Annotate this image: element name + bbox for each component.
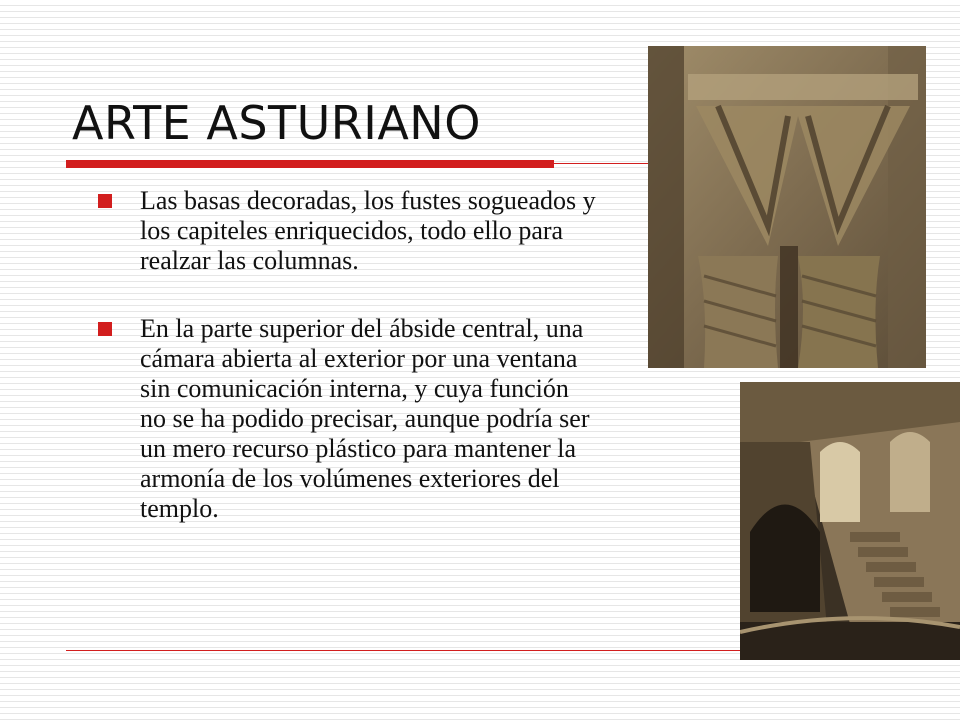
bullet-text: En la parte superior del ábside central, una cámara abierta al exterior por una ventana sin comunicación interna, y cuya función no se ha podido precisar, aunque podría ser un mero recurso plástico para mantener la armonía de los volúmenes exteriores del templo. (140, 314, 590, 523)
slide-title: ARTE ASTURIANO (72, 96, 481, 150)
bullet-item (98, 314, 598, 524)
bottom-divider-line (66, 650, 746, 651)
title-underline-thin-line (554, 163, 654, 164)
column-capital-photo (648, 46, 926, 368)
bullet-list (98, 186, 598, 562)
bullet-text: Las basas decoradas, los fustes sogueados y los capiteles enriquecidos, todo ello para realzar las columnas. (140, 186, 596, 275)
square-bullet-icon (98, 322, 112, 336)
church-interior-photo (740, 382, 960, 660)
square-bullet-icon (98, 194, 112, 208)
title-underline-bar (66, 160, 554, 168)
bullet-item (98, 186, 598, 276)
